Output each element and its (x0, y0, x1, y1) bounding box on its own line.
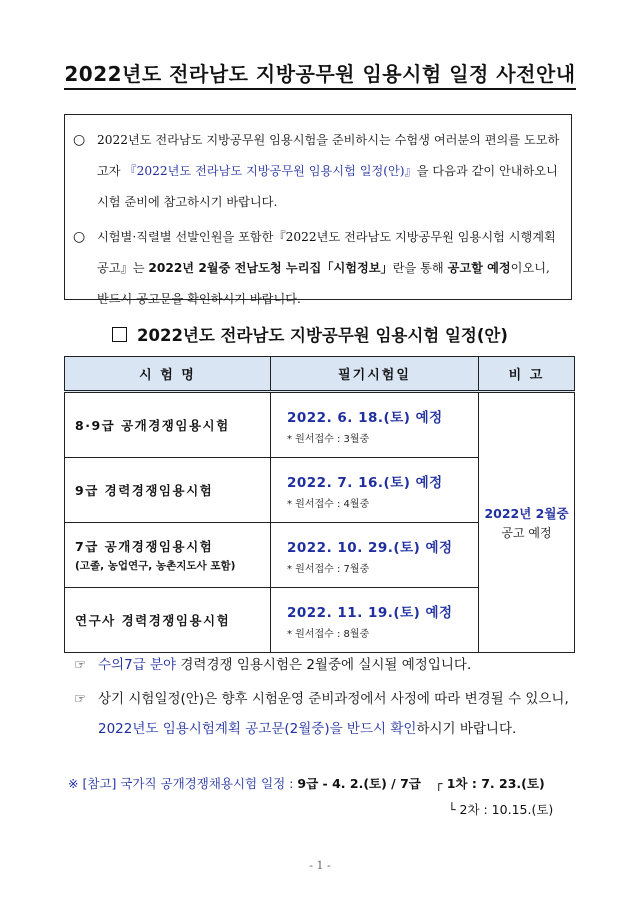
bullet-circle-icon: ○ (73, 132, 86, 148)
exam-name: 7급 공개경쟁임용시험 (75, 539, 214, 554)
remarks-text: 공고 예정 (501, 526, 552, 540)
remarks-cell (479, 392, 575, 653)
exam-date: 2022. 6. 18.(토) 예정 (287, 409, 443, 426)
exam-date-cell (271, 523, 479, 588)
exam-name: 9급 경력경쟁임용시험 (65, 458, 271, 523)
page-title: 2022년도 전라남도 지방공무원 임용시험 일정 사전안내 (0, 58, 640, 87)
reception-period: * 원서접수 : 8월중 (287, 628, 370, 640)
reception-period: * 원서접수 : 3월중 (287, 433, 370, 445)
remarks-date: 2022년 2월중 (484, 506, 569, 521)
notice-box (64, 114, 572, 306)
reception-period: * 원서접수 : 4월중 (287, 498, 370, 510)
footnote-2: ☞ 상기 시험일정(안)은 향후 시험운영 준비과정에서 사정에 따라 변경될 수 있으니, 2022년도 임용시험계획 공고문(2월중)을 반드시 확인하시기 바랍니다. (74, 684, 569, 744)
notice-item: ○ 2022년도 전라남도 지방공무원 임용시험을 준비하시는 수험생 여러분의 편의를 도모하고자 『2022년도 전라남도 지방공무원 임용시험 일정(안)』을 다음과 같이 안내하오니 시험 준비에 참고하시기 바랍니다. (73, 125, 561, 218)
reference-second-round: └ 2차 : 10.15.(토) (448, 802, 554, 817)
page-number: - 1 - (309, 859, 331, 872)
reference-note: ※ [참고] 국가직 공개경쟁채용시험 일정 : 9급 - 4. 2.(토) / 7급 ┌ 1차 : 7. 23.(토) (68, 776, 545, 791)
exam-date: 2022. 11. 19.(토) 예정 (287, 604, 453, 621)
schedule-heading: 2022년도 전라남도 지방공무원 임용시험 일정(안) (112, 322, 508, 346)
checkbox-square-icon (112, 327, 127, 342)
exam-date: 2022. 10. 29.(토) 예정 (287, 539, 453, 556)
exam-date: 2022. 7. 16.(토) 예정 (287, 474, 443, 491)
exam-name: 연구사 경력경쟁임용시험 (65, 588, 271, 653)
exam-name: 8·9급 공개경쟁임용시험 (65, 392, 271, 458)
column-header-exam: 시 험 명 (65, 357, 271, 392)
reference-first-round: 1차 : 7. 23.(토) (446, 776, 545, 791)
column-header-date: 필기시험일 (271, 357, 479, 392)
exam-date-cell (271, 458, 479, 523)
column-header-note: 비 고 (479, 357, 575, 392)
exam-name-cell (65, 523, 271, 588)
footnote-1: ☞ 수의7급 분야 경력경쟁 임용시험은 2월중에 실시될 예정입니다. (74, 650, 471, 680)
exam-date-cell (271, 588, 479, 653)
schedule-table (64, 356, 575, 653)
pointing-hand-icon: ☞ (74, 657, 87, 673)
pointing-hand-icon: ☞ (74, 691, 87, 707)
exam-date-cell (271, 392, 479, 458)
table-row (65, 392, 575, 458)
exam-name-sub: (고졸, 농업연구, 농촌지도사 포함) (75, 560, 236, 572)
reception-period: * 원서접수 : 7월중 (287, 563, 370, 575)
notice-item: ○ 시험별·직렬별 선발인원을 포함한『2022년도 전라남도 지방공무원 임용시험 시행계획 공고』는 2022년 2월중 전남도청 누리집「시험정보」란을 통해 공고할 예정이오니, 반드시 공고문을 확인하시기 바랍니다. (73, 222, 561, 315)
bullet-circle-icon: ○ (73, 229, 86, 245)
